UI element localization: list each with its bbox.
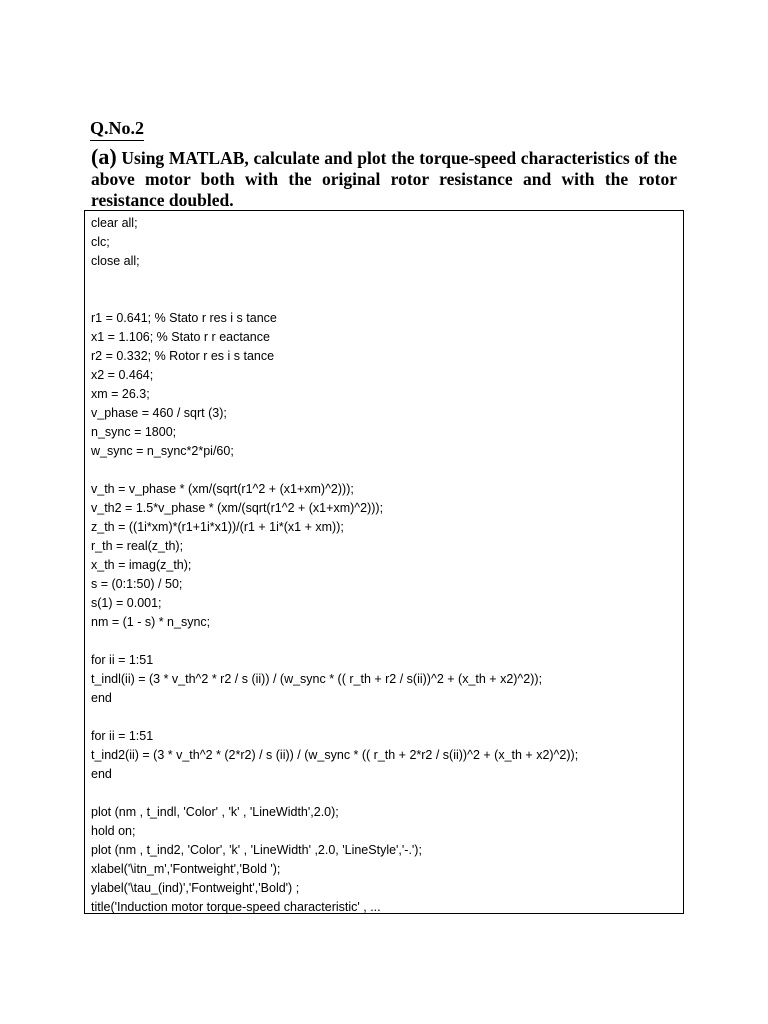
code-line: plot (nm , t_indl, 'Color' , 'k' , 'LineWidth',2.0);: [91, 805, 339, 819]
code-line: for ii = 1:51: [91, 729, 154, 743]
code-line: r_th = real(z_th);: [91, 539, 184, 553]
code-line: [91, 271, 683, 290]
code-line: v_phase = 460 / sqrt (3);: [91, 406, 227, 420]
code-line: v_th2 = 1.5*v_phase * (xm/(sqrt(r1^2 + (x1+xm)^2)));: [91, 501, 384, 515]
code-line: nm = (1 - s) * n_sync;: [91, 615, 211, 629]
code-line: [91, 461, 683, 480]
code-line: for ii = 1:51: [91, 653, 154, 667]
code-line: clear all;: [91, 216, 138, 230]
question-part-letter: (a): [91, 144, 117, 169]
code-line: [91, 784, 683, 803]
code-line: x1 = 1.106; % Stato r r eactance: [91, 330, 270, 344]
question-text: Using MATLAB, calculate and plot the torque-speed characteristics of the above motor both with the original rotor resistance and with the rotor resistance doubled.: [91, 148, 677, 210]
code-line: w_sync = n_sync*2*pi/60;: [91, 444, 234, 458]
code-line: xlabel('\itn_m','Fontweight','Bold ');: [91, 862, 281, 876]
code-line: [91, 290, 683, 309]
code-line: s = (0:1:50) / 50;: [91, 577, 183, 591]
code-line: r1 = 0.641; % Stato r res i s tance: [91, 311, 277, 325]
code-line: t_ind2(ii) = (3 * v_th^2 * (2*r2) / s (ii)) / (w_sync * (( r_th + 2*r2 / s(ii))^2 + (x_th + x2)^2));: [91, 748, 579, 762]
question-text-block: [91, 146, 677, 211]
code-line: hold on;: [91, 824, 136, 838]
code-line: xm = 26.3;: [91, 387, 150, 401]
code-line: [91, 708, 683, 727]
code-line: x_th = imag(z_th);: [91, 558, 192, 572]
code-line: end: [91, 767, 112, 781]
code-line: ylabel('\tau_(ind)','Fontweight','Bold') ;: [91, 881, 300, 895]
code-line: n_sync = 1800;: [91, 425, 177, 439]
code-line: r2 = 0.332; % Rotor r es i s tance: [91, 349, 275, 363]
code-line: end: [91, 691, 112, 705]
code-line: t_indl(ii) = (3 * v_th^2 * r2 / s (ii)) / (w_sync * (( r_th + r2 / s(ii))^2 + (x_th + x2)^2));: [91, 672, 543, 686]
code-line: s(1) = 0.001;: [91, 596, 162, 610]
code-line: x2 = 0.464;: [91, 368, 154, 382]
code-line: title('Induction motor torque-speed characteristic' , ...: [91, 900, 381, 914]
code-line: [91, 632, 683, 651]
code-line: plot (nm , t_ind2, 'Color', 'k' , 'LineWidth' ,2.0, 'LineStyle','-.');: [91, 843, 422, 857]
code-line: z_th = ((1i*xm)*(r1+1i*x1))/(r1 + 1i*(x1 + xm));: [91, 520, 344, 534]
matlab-code-box: [84, 210, 684, 914]
code-line: close all;: [91, 254, 140, 268]
code-line: v_th = v_phase * (xm/(sqrt(r1^2 + (x1+xm)^2)));: [91, 482, 354, 496]
code-line: clc;: [91, 235, 110, 249]
question-number: Q.No.2: [90, 117, 144, 141]
